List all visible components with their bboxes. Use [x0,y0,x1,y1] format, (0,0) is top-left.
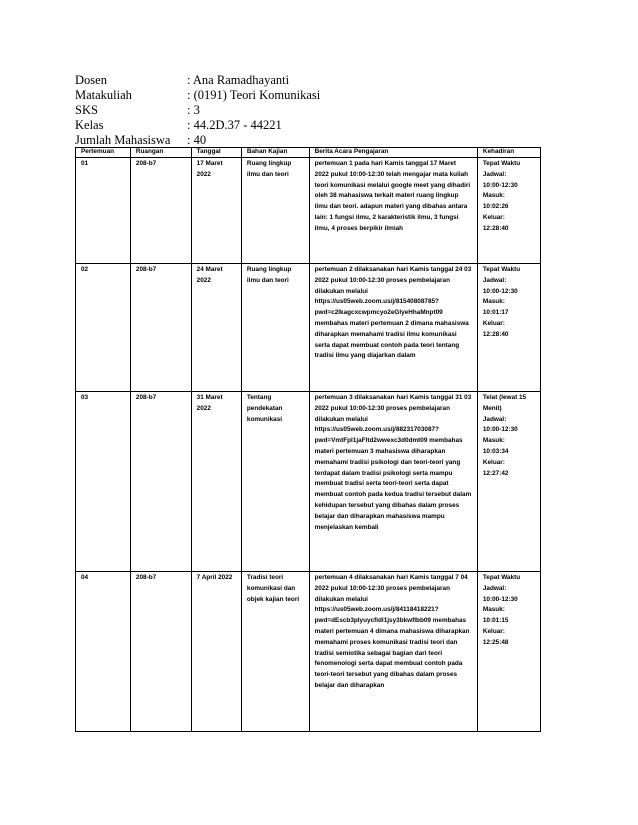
matakuliah-label: Matakuliah [75,88,132,102]
jumlah-value: : 40 [187,133,207,147]
sks-row [75,103,545,118]
kelas-value: : 44.2D.37 - 44221 [187,118,282,132]
cell-berita-acara: pertemuan 1 pada hari Kamis tanggal 17 Maret 2022 pukul 10:00-12:30 telah mengajar mata kuliah teori komunikasi melalui google meet yang dihadiri oleh 38 mahasiswa terkait materi ruang lingkup ilmu dan teori. adapun materi yang dibahas antara lain: 1 fungsi ilmu, 2 karakteristik ilmu, 3 fungsi ilmu, 4 proses berpikir ilmiah [309,158,477,264]
cell-bahan-kajian: Ruang lingkup ilmu dan teori [241,264,309,392]
cell-kehadiran: Tepat Waktu Jadwal: 10:00-12:30 Masuk: 10:01:17 Keluar: 12:28:40 [477,264,540,392]
cell-bahan-kajian: Tentang pendekatan komunikasi [241,392,309,572]
jumlah-label: Jumlah Mahasiswa [75,133,171,147]
dosen-row [75,73,545,88]
jumlah-row [75,133,545,148]
table-row [76,264,541,392]
table-row [76,158,541,264]
column-header-pertemuan: Pertemuan [76,148,131,158]
table-header-row [76,148,541,158]
cell-tanggal: 31 Maret 2022 [191,392,241,572]
cell-kehadiran: Tepat Waktu Jadwal: 10:00-12:30 Masuk: 10:01:15 Keluar: 12:25:48 [477,572,540,732]
cell-ruangan: 208-b7 [130,158,191,264]
column-header-tanggal: Tanggal [191,148,241,158]
kelas-label: Kelas [75,118,104,132]
dosen-value: : Ana Ramadhayanti [187,73,290,87]
cell-kehadiran: Tepat Waktu Jadwal: 10:00-12:30 Masuk: 10:02:26 Keluar: 12:28:40 [477,158,540,264]
column-header-ruangan: Ruangan [130,148,191,158]
sks-value: : 3 [187,103,200,117]
kelas-row [75,118,545,133]
cell-pertemuan: 04 [76,572,131,732]
cell-kehadiran: Telat (lewat 15 Menit) Jadwal: 10:00-12:30 Masuk: 10:03:34 Keluar: 12:27:42 [477,392,540,572]
column-header-kehadiran: Kehadiran [477,148,540,158]
course-header [75,73,545,148]
sks-label: SKS [75,103,98,117]
cell-ruangan: 208-b7 [130,392,191,572]
cell-berita-acara: pertemuan 4 dilaksanakan hari Kamis tanggal 7 04 2022 pukul 10:00-12:30 proses pembelajaran dilakukan melalui https://us05web.zoom.us/j/84118418221?pwd=dEscb3plyuycfidl1jsy3bkwflbb09 membahas materi pertemuan 4 dimana mahasiswa diharapkan memahami proses komunikasi tradisi teori dan tradisi semiotika sebagai bagian dari teori fenomenologi serta dapat membuat contoh pada teori-teori tersebut yang dibahas dalam proses belajar dan diharapkan [309,572,477,732]
matakuliah-row [75,88,545,103]
cell-tanggal: 17 Maret 2022 [191,158,241,264]
cell-tanggal: 7 April 2022 [191,572,241,732]
table-row [76,572,541,732]
cell-ruangan: 208-b7 [130,572,191,732]
table-row [76,392,541,572]
attendance-table [75,147,541,732]
cell-ruangan: 208-b7 [130,264,191,392]
cell-tanggal: 24 Maret 2022 [191,264,241,392]
matakuliah-value: : (0191) Teori Komunikasi [187,88,321,102]
cell-pertemuan: 03 [76,392,131,572]
column-header-berita-acara: Berita Acara Pengajaran [309,148,477,158]
cell-berita-acara: pertemuan 2 dilaksanakan hari Kamis tanggal 24 03 2022 pukul 10:00-12:30 proses pembelajaran dilakukan melalui https://us05web.zoom.us/j/81540808785?pwd=c2lkagcxcwpmcyo2eGlyeHhaMnpt09 membahas materi pertemuan 2 dimana mahasiswa diharapkan memahami tradisi ilmu komunikasi serta dapat membuat contoh pada teori tentang tradisi ilmu yang diajarkan dalam [309,264,477,392]
cell-pertemuan: 01 [76,158,131,264]
column-header-bahan-kajian: Bahan Kajian [241,148,309,158]
cell-bahan-kajian: Tradisi teori komunikasi dan objek kajian teori [241,572,309,732]
cell-bahan-kajian: Ruang lingkup ilmu dan teori [241,158,309,264]
cell-pertemuan: 02 [76,264,131,392]
dosen-label: Dosen [75,73,107,87]
cell-berita-acara: pertemuan 3 dilaksanakan hari Kamis tanggal 31 03 2022 pukul 10:00-12:30 proses pembelajaran dilakukan melalui https://us05web.zoom.us/j/88231703087?pwd=VmtFpl1jaFltd2wwexc3d0dmt09 membahas materi pertemuan 3 mahasiswa diharapkan memahami tradisi psikologi dan teori-teori yang terdapat dalam tradisi psikologi serta mampu membuat tradisi serta teori-teori serta dapat membuat contoh pada kedua tradisi tersebut dalam kehidupan tersebut yang dibahas dalam proses belajar dan diharapkan mahasiswa mampu menjelaskan kembali [309,392,477,572]
